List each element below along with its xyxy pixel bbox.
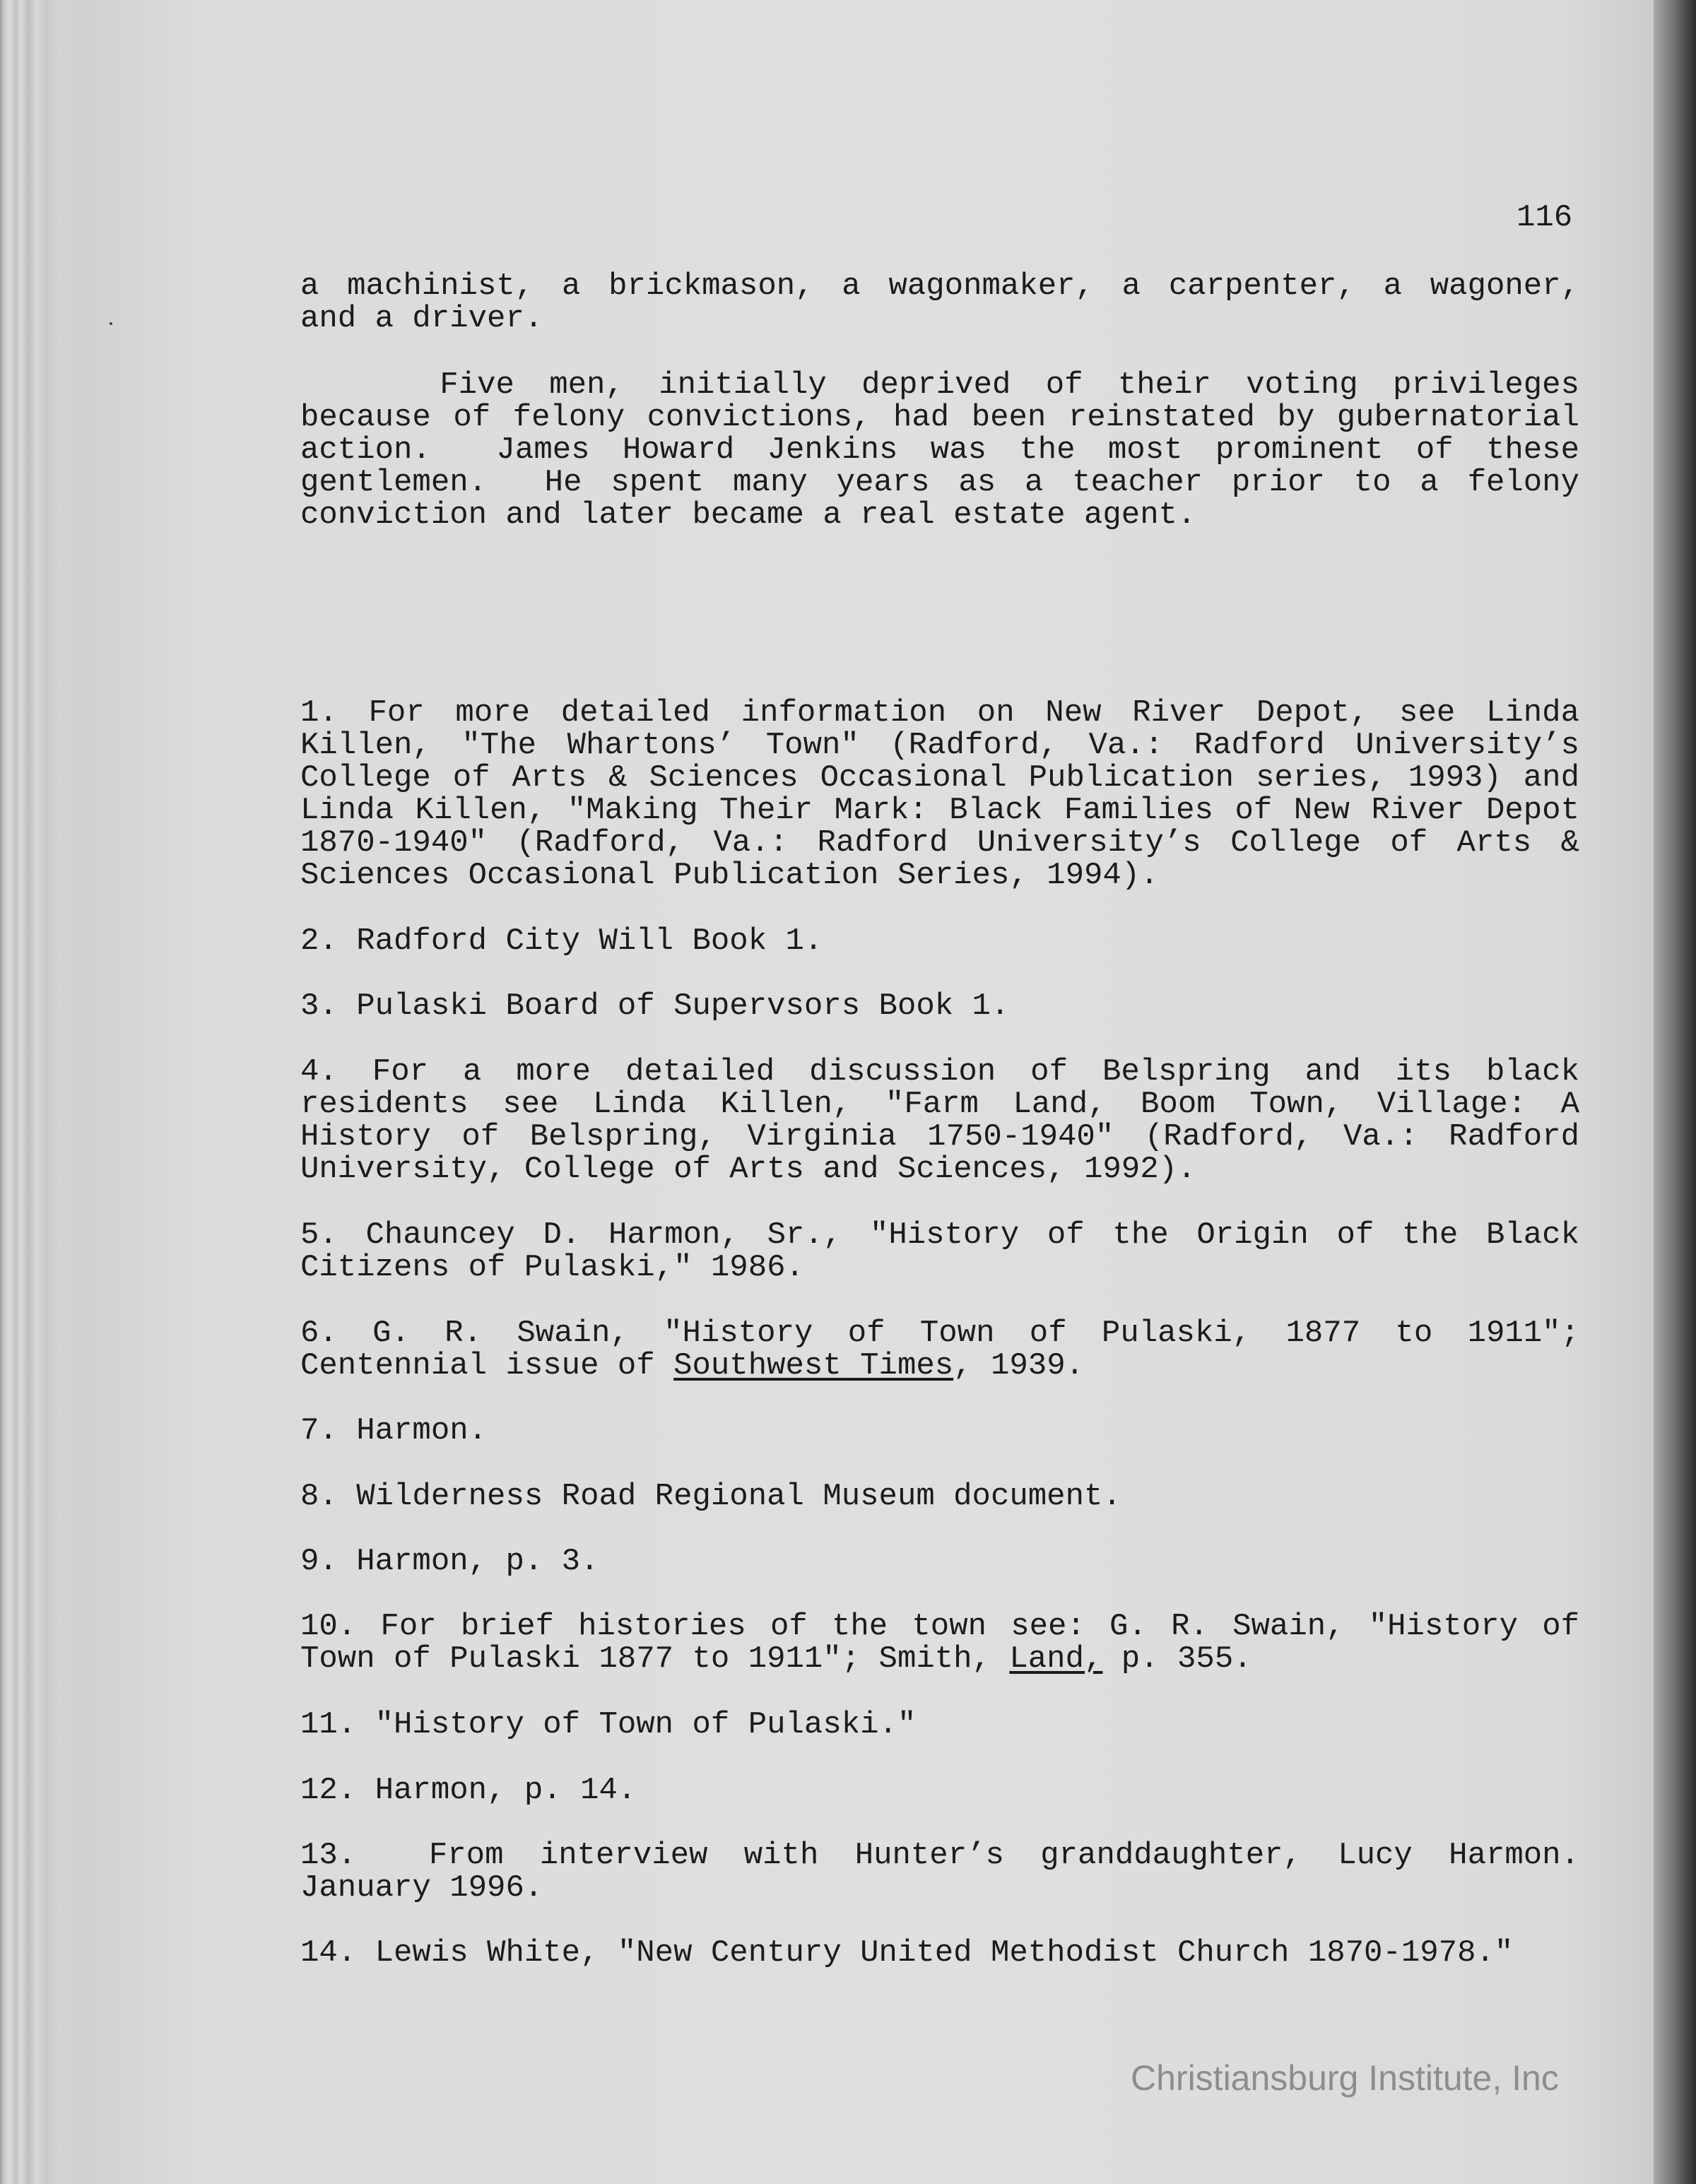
text-line: Sciences Occasional Publication Series, 1994). bbox=[300, 858, 1159, 893]
text-line: 7. Harmon. bbox=[300, 1413, 488, 1448]
endnote-1 bbox=[300, 697, 1579, 892]
watermark: Christiansburg Institute, Inc bbox=[1131, 2058, 1559, 2098]
text-line: gentlemen. He spent many years as a teacher prior to a felony bbox=[300, 465, 1579, 500]
text-line: 1870-1940" (Radford, Va.: Radford University’s College of Arts & bbox=[300, 825, 1579, 861]
text-line: Killen, "The Whartons’ Town" (Radford, Va.: Radford University’s bbox=[300, 728, 1579, 763]
text-run: Centennial issue of bbox=[300, 1348, 674, 1383]
text-line: 5. Chauncey D. Harmon, Sr., "History of the Origin of the Black bbox=[300, 1217, 1579, 1253]
endnote-13 bbox=[300, 1839, 1579, 1904]
body-paragraph-1 bbox=[300, 270, 1579, 335]
endnote-2 bbox=[300, 925, 1579, 957]
text-line: Linda Killen, "Making Their Mark: Black Families of New River Depot bbox=[300, 793, 1579, 828]
text-line: January 1996. bbox=[300, 1870, 543, 1906]
publication-title: Land, bbox=[1009, 1641, 1103, 1677]
text-line bbox=[300, 1643, 1579, 1675]
text-line: conviction and later became a real estate agent. bbox=[300, 497, 1196, 533]
endnote-9 bbox=[300, 1545, 1579, 1578]
text-line: 3. Pulaski Board of Supervsors Book 1. bbox=[300, 988, 1010, 1024]
endnote-7 bbox=[300, 1415, 1579, 1447]
text-line: because of felony convictions, had been reinstated by gubernatorial bbox=[300, 400, 1579, 435]
text-line: and a driver. bbox=[300, 301, 543, 336]
text-line: action. James Howard Jenkins was the most prominent of these bbox=[300, 432, 1579, 468]
text-line: University, College of Arts and Sciences, 1992). bbox=[300, 1152, 1196, 1187]
text-line: 1. For more detailed information on New River Depot, see Linda bbox=[300, 695, 1579, 731]
text-line: 9. Harmon, p. 3. bbox=[300, 1544, 599, 1579]
text-run: p. 355. bbox=[1102, 1641, 1252, 1677]
endnote-11 bbox=[300, 1708, 1579, 1741]
text-line: 8. Wilderness Road Regional Museum document. bbox=[300, 1479, 1121, 1514]
text-line: 4. For a more detailed discussion of Belspring and its black bbox=[300, 1054, 1579, 1090]
text-line: 10. For brief histories of the town see: G. R. Swain, "History of bbox=[300, 1609, 1579, 1644]
text-line: 14. Lewis White, "New Century United Methodist Church 1870-1978." bbox=[300, 1935, 1514, 1971]
endnote-12 bbox=[300, 1774, 1579, 1807]
endnote-3 bbox=[300, 990, 1579, 1022]
page-number: 116 bbox=[1517, 200, 1573, 235]
text-line: History of Belspring, Virginia 1750-1940" (Radford, Va.: Radford bbox=[300, 1119, 1579, 1155]
text-line: 11. "History of Town of Pulaski." bbox=[300, 1707, 917, 1742]
publication-title: Southwest Times bbox=[673, 1348, 954, 1383]
endnote-10 bbox=[300, 1610, 1579, 1675]
text-line: a machinist, a brickmason, a wagonmaker, a carpenter, a wagoner, bbox=[300, 268, 1579, 304]
page-right-edge bbox=[1654, 0, 1696, 2184]
text-run: , 1939. bbox=[953, 1348, 1085, 1383]
endnote-5 bbox=[300, 1219, 1579, 1284]
text-line: 12. Harmon, p. 14. bbox=[300, 1773, 637, 1808]
text-line: 13. From interview with Hunter’s granddaughter, Lucy Harmon. bbox=[300, 1838, 1579, 1873]
text-run: Town of Pulaski 1877 to 1911"; Smith, bbox=[300, 1641, 1010, 1677]
text-line: residents see Linda Killen, "Farm Land, Boom Town, Village: A bbox=[300, 1087, 1579, 1122]
text-line: 6. G. R. Swain, "History of Town of Pulaski, 1877 to 1911"; bbox=[300, 1316, 1579, 1351]
text-line bbox=[300, 1350, 1579, 1382]
text-line: Citizens of Pulaski," 1986. bbox=[300, 1250, 804, 1285]
body-paragraph-2 bbox=[300, 369, 1579, 531]
text-line: College of Arts & Sciences Occasional Publication series, 1993) and bbox=[300, 760, 1579, 796]
text-line: 2. Radford City Will Book 1. bbox=[300, 923, 823, 959]
stray-mark bbox=[110, 322, 112, 325]
endnote-14 bbox=[300, 1937, 1579, 1969]
endnote-4 bbox=[300, 1056, 1579, 1186]
text-line: Five men, initially deprived of their voting privileges bbox=[300, 367, 1579, 403]
endnote-8 bbox=[300, 1480, 1579, 1513]
endnote-6 bbox=[300, 1317, 1579, 1382]
